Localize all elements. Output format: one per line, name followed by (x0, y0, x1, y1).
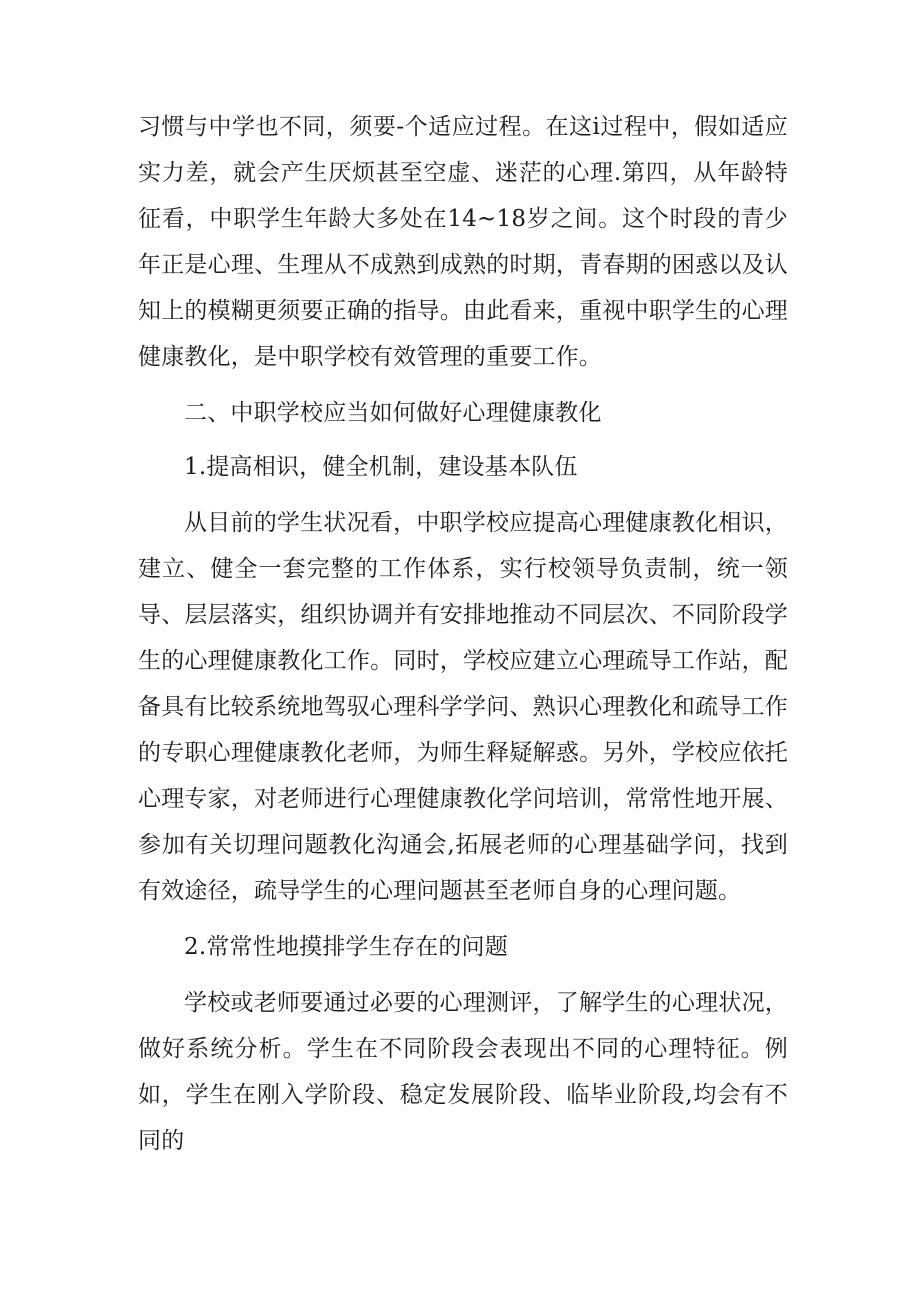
subheading-2: 2.常常性地摸排学生存在的问题 (184, 934, 508, 960)
paragraph-2: 学校或老师要通过必要的心理测评，了解学生的心理状况，做好系统分析。学生在不同阶段会表现出不同的心理特征。例如，学生在刚入学阶段、稳定发展阶段、临毕业阶段,均会有不同的 (138, 990, 788, 1154)
paragraph-1: 从目前的学生状况看，中职学校应提高心理健康教化相识，建立、健全一套完整的工作体系，实行校领导负责制，统一领导、层层落实，组织协调并有安排地推动不同层次、不同阶段学生的心理健康教化工作。同时，学校应建立心理疏导工作站，配备具有比较系统地驾驭心理科学学问、熟识心理教化和疏导工作的专职心理健康教化老师，为师生释疑解惑。另外，学校应依托心理专家，对老师进行心理健康教化学问培训，常常性地开展、参加有关切理问题教化沟通会,拓展老师的心理基础学问，找到有效途径，疏导学生的心理问题甚至老师自身的心理问题。 (138, 510, 788, 904)
document-body (138, 104, 788, 1164)
subheading-1: 1.提高相识，健全机制，建设基本队伍 (184, 454, 578, 480)
section-heading: 二、中职学校应当如何做好心理健康教化 (184, 400, 602, 426)
paragraph-continuation: 习惯与中学也不同，须要-个适应过程。在这i过程中，假如适应实力差，就会产生厌烦甚至空虚、迷茫的心理.第四，从年龄特征看，中职学生年龄大多处在14~18岁之间。这个时段的青少年正是心理、生理从不成熟到成熟的时期，青春期的困惑以及认知上的模糊更须要正确的指导。由此看来，重视中职学生的心理健康教化，是中职学校有效管理的重要工作。 (138, 114, 788, 370)
